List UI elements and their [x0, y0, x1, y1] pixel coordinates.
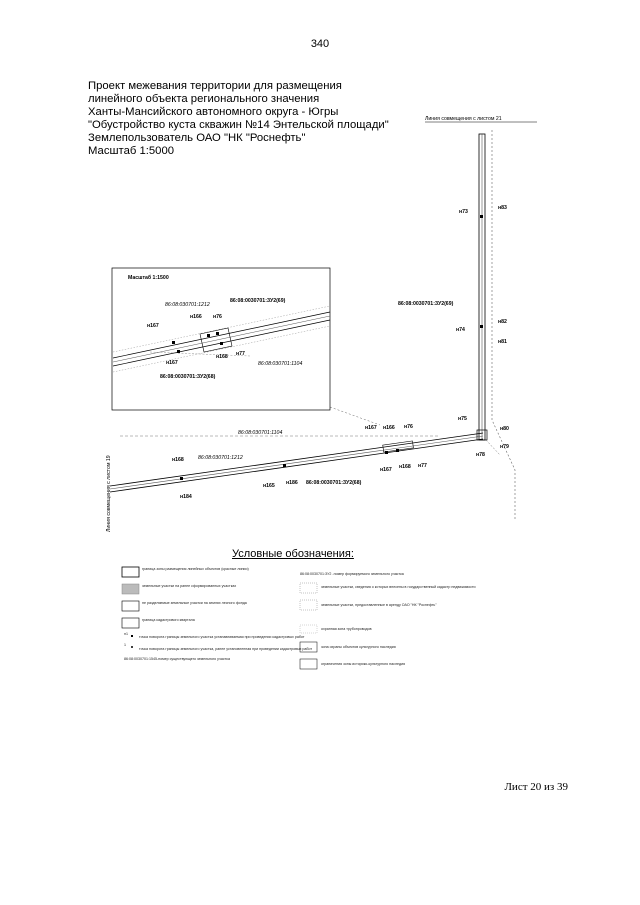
legend-swatch-lease	[300, 600, 317, 610]
legend-point-mark: 1	[124, 643, 126, 647]
match-line-21: Линия совмещения с листом 21	[425, 116, 502, 122]
legend-text: ограничения зоны историко-культурного наследия	[321, 662, 406, 666]
legend-point-mark: н1	[124, 632, 128, 636]
inset-point	[207, 334, 210, 337]
legend-swatch-heritage-limit	[300, 659, 317, 669]
legend-text: точка поворота границы земельного участка устанавливаемая при проведении кадастровых работ	[139, 635, 305, 639]
legend-text: охранная зона трубопроводов	[321, 627, 372, 631]
legend-title: Условные обозначения:	[232, 548, 354, 560]
boundary-point	[480, 325, 483, 328]
legend-swatch-red-lines	[122, 567, 139, 577]
title-line: Ханты-Мансийского автономного округа - Югры	[88, 106, 339, 118]
inset-point	[216, 332, 219, 335]
point-label: н168	[172, 457, 184, 463]
point-label: н184	[180, 494, 192, 500]
cadastral-number: 86:08:030701:1104	[238, 430, 283, 436]
legend-text: земельные участки, сведения о которых внесены в государственный кадастр недвижимости	[321, 585, 476, 589]
inset-point-label: н166	[190, 314, 202, 320]
sheet-number: Лист 20 из 39	[504, 781, 568, 793]
inset-point	[177, 350, 180, 353]
diagonal-corridor-edge	[110, 433, 483, 486]
legend-text: земельные участки на ранее сформированных участках	[142, 584, 237, 588]
legend-text: зона охраны объектов культурного наследия	[321, 645, 396, 649]
legend-swatch-forest	[122, 601, 139, 611]
point-label: н79	[500, 444, 509, 450]
legend	[122, 567, 476, 669]
legend-text: земельные участки, предоставленные в аренду ОАО "НК "Роснефть"	[321, 603, 437, 607]
inset-map	[112, 268, 330, 410]
point-label: н165	[263, 483, 275, 489]
legend-text: граница зоны размещения линейных объектов (красные линии)	[142, 567, 249, 571]
parcel-number: 86:08:0030701:ЗУ2(68)	[306, 480, 362, 486]
title-line: "Обустройство куста скважин №14 Энтельской площади"	[88, 119, 389, 131]
legend-point-old	[131, 646, 133, 648]
point-label: н83	[498, 205, 507, 211]
legend-swatch-gkn	[300, 583, 317, 593]
legend-swatch-pipeline	[300, 625, 317, 633]
map-border-dashed	[492, 130, 515, 520]
point-label: н167	[365, 425, 377, 431]
boundary-point	[480, 215, 483, 218]
point-label: н78	[476, 452, 485, 458]
point-label: н76	[404, 424, 413, 430]
inset-point-label: н167	[166, 360, 178, 366]
point-label: н81	[498, 339, 507, 345]
inset-point-label: н77	[236, 351, 245, 357]
page-number: 340	[310, 38, 330, 50]
title-line: линейного объекта регионального значения	[88, 93, 320, 105]
title-line: Масштаб 1:5000	[88, 145, 175, 157]
point-label: н166	[383, 425, 395, 431]
boundary-point	[283, 464, 286, 467]
inset-point-label: н168	[216, 354, 228, 360]
legend-point-new	[131, 635, 133, 637]
boundary-point	[180, 477, 183, 480]
point-label: н82	[498, 319, 507, 325]
point-label: н168	[399, 464, 411, 470]
inset-point-label: н76	[213, 314, 222, 320]
boundary-point	[396, 449, 399, 452]
legend-text: не разделяемые земельные участки на землях лесного фонда	[142, 601, 247, 605]
inset-point-label: н167	[147, 323, 159, 329]
inset-point	[220, 342, 223, 345]
parcel-number: 86:08:0030701:ЗУ2(69)	[398, 301, 454, 307]
inset-parcel-number: 86:08:0030701:ЗУ2(69)	[230, 298, 286, 304]
title-line: Проект межевания территории для размещения	[88, 80, 342, 92]
inset-point	[172, 341, 175, 344]
inset-cadastral-number: 86:08:030701:1104	[258, 361, 303, 367]
inset-scale: Масштаб 1:1500	[128, 275, 169, 281]
match-line-19: Линия совмещения с листом 19	[106, 455, 112, 532]
hatch	[486, 440, 500, 455]
title-line: Землепользователь ОАО "НК "Роснефть"	[88, 132, 306, 144]
inset-parcel-number: 86:08:0030701:ЗУ2(68)	[160, 374, 216, 380]
point-label: н73	[459, 209, 468, 215]
legend-text: граница кадастрового квартала	[142, 618, 195, 622]
legend-swatch-existing	[122, 584, 139, 594]
point-label: н77	[418, 463, 427, 469]
legend-swatch-quarter	[122, 618, 139, 628]
boundary-point	[385, 451, 388, 454]
inset-cadastral-number: 86:08:030701:1212	[165, 302, 210, 308]
point-label: н75	[458, 416, 467, 422]
point-label: н167	[380, 467, 392, 473]
point-label: н186	[286, 480, 298, 486]
point-label: н80	[500, 426, 509, 432]
legend-text: точка поворота границы земельного участка, ранее установленная при проведении кадастровых работ	[139, 647, 313, 651]
legend-text: 86:08:0030701:ЗУ2 -номер формируемого земельного участка	[300, 572, 404, 576]
point-label: н74	[456, 327, 465, 333]
map-border-dashed	[330, 407, 380, 425]
legend-text: 86:08:0030701:1545-номер существующего земельного участка	[124, 657, 230, 661]
cadastral-number: 86:08:030701:1212	[198, 455, 243, 461]
